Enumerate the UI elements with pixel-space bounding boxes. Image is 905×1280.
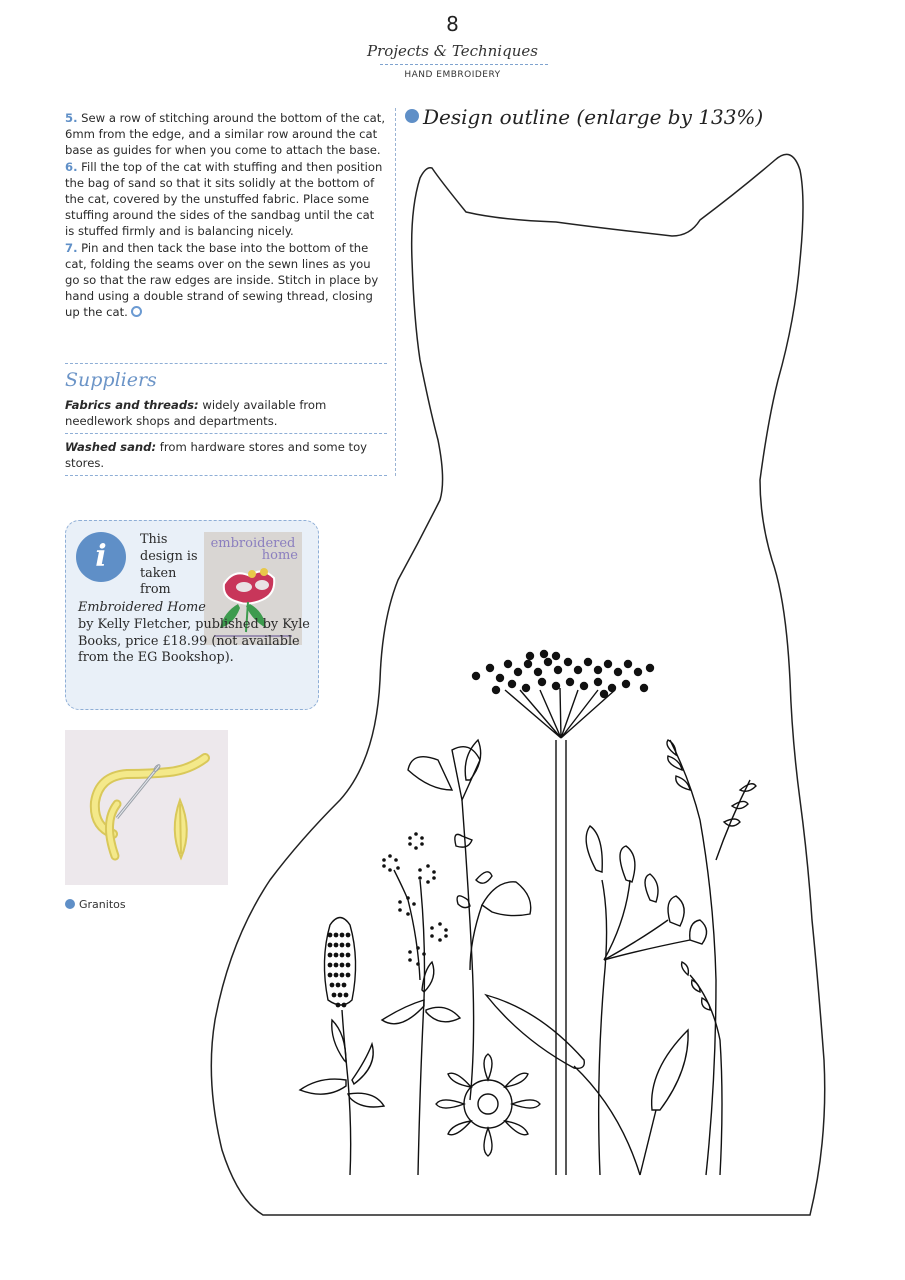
design-title-text: Design outline (enlarge by 133%) (423, 105, 764, 129)
info-byline: by Kelly Fletcher, published by Kyle Books, price £18.99 (not available from the EG Bookshop). (78, 616, 310, 666)
section-subtitle: HAND EMBROIDERY (404, 70, 501, 80)
suppliers-title: Suppliers (65, 369, 157, 391)
step-5-number: 5. (65, 111, 78, 125)
cat-outline (211, 154, 824, 1215)
info-icon: i (76, 532, 126, 582)
small-dot-clusters (382, 832, 448, 966)
page-number: 8 (446, 12, 459, 36)
supplier-sand-text: from hardware stores and some toy stores. (65, 440, 368, 470)
step-6-number: 6. (65, 159, 78, 174)
book-cover-title-2: home (261, 548, 298, 563)
photo-caption-text: Granitos (79, 898, 126, 911)
step-5-text: Sew a row of stitching around the bottom of the cat, 6mm from the edge, and a similar row around the cat base as guides for when you come to attach the base. (65, 111, 386, 158)
section-title: Projects & Techniques (367, 42, 538, 60)
step-7-number: 7. (65, 240, 78, 255)
step-7-text: Pin and then tack the base into the bottom of the cat, folding the seams over on the sewn lines as you go so that the raw edges are inside. Stitch in place by hand using a double strand of sewing thread, closing up the cat. (65, 240, 379, 320)
seed-head-dots (328, 933, 351, 1008)
info-intro: This design is taken from (140, 532, 198, 598)
umbel-dots (472, 650, 654, 698)
step-6-text: Fill the top of the cat with stuffing and then position the bag of sand so that it sits solidly at the bottom of the cat, covered by the unstuffed fabric. Place some stuffing around the sides of the sandbag until the cat is stuffed firmly and is balancing nicely. (65, 159, 383, 239)
info-book-title: Embroidered Home (78, 600, 206, 615)
embroidery-design (300, 688, 756, 1175)
supplier-fabrics-text: widely available from needlework shops and departments. (65, 398, 327, 428)
supplier-fabrics-label: Fabrics and threads: (65, 398, 199, 412)
supplier-sand-label: Washed sand: (65, 440, 157, 454)
book-cover-title-1: embroidered (210, 536, 296, 551)
